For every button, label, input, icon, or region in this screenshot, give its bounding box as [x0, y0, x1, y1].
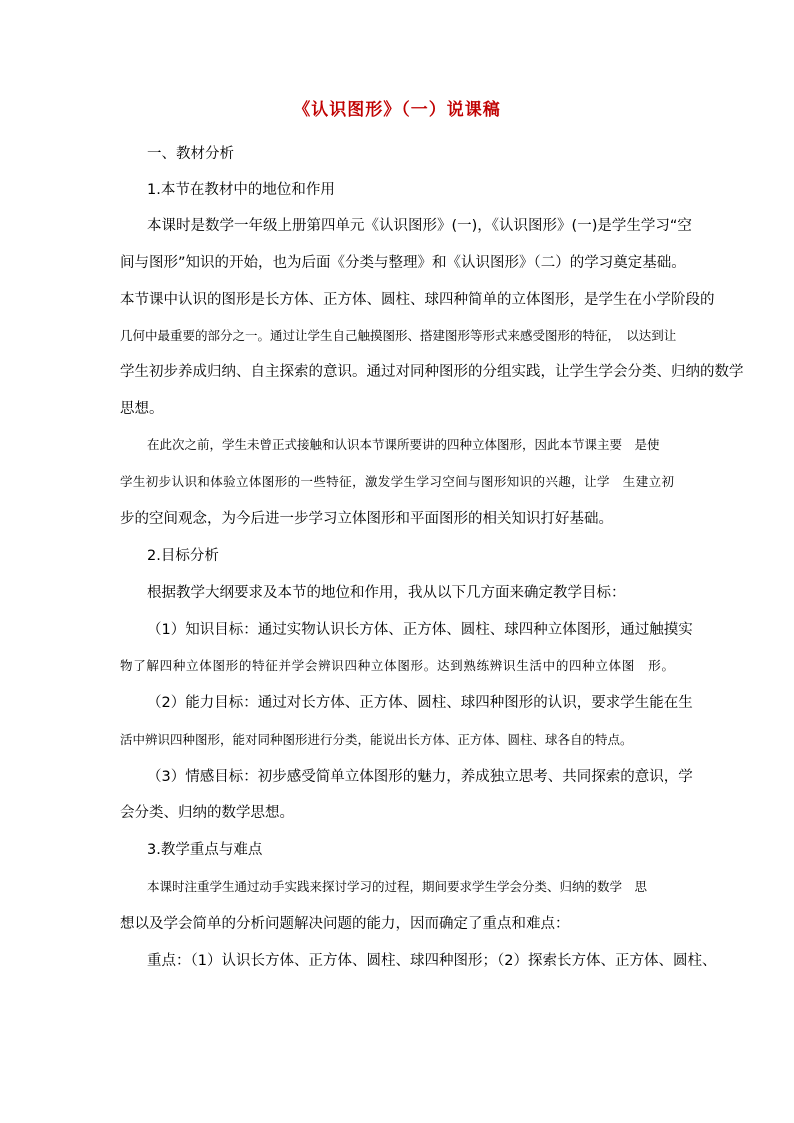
- subsection-heading-2: 2.目标分析: [147, 548, 219, 564]
- paragraph-line: 会分类、归纳的数学思想。: [120, 805, 294, 821]
- paragraph-line: 本课时注重学生通过动手实践来探讨学习的过程，期间要求学生学会分类、归纳的数学 思: [147, 879, 648, 894]
- paragraph-line: 重点：（1）认识长方体、正方体、圆柱、球四种图形；（2）探索长方体、正方体、圆柱、: [147, 953, 717, 969]
- paragraph-line: 本课时是数学一年级上册第四单元《认识图形》(一)，《认识图形》(一)是学生学习“空: [147, 218, 692, 234]
- paragraph-line: （2）能力目标：通过对长方体、正方体、圆柱、球四种图形的认识，要求学生能在生: [147, 695, 693, 711]
- section-heading-1: 一、教材分析: [147, 146, 234, 162]
- paragraph-line: 思想。: [120, 401, 164, 417]
- paragraph-line: 学生初步养成归纳、自主探索的意识。通过对同种图形的分组实践，让学生学会分类、归纳的数学: [120, 364, 744, 380]
- paragraph-line: 间与图形”知识的开始，也为后面《分类与整理》和《认识图形》（二）的学习奠定基础。: [120, 255, 686, 271]
- paragraph-line: （3）情感目标：初步感受简单立体图形的魅力，养成独立思考、共同探索的意识，学: [147, 769, 693, 785]
- paragraph-line: 几何中最重要的部分之一。通过让学生自己触摸图形、搭建图形等形式来感受图形的特征， 以达到让: [120, 328, 677, 343]
- paragraph-line: 本节课中认识的图形是长方体、正方体、圆柱、球四种简单的立体图形，是学生在小学阶段的: [120, 292, 715, 308]
- paragraph-line: （1）知识目标：通过实物认识长方体、正方体、圆柱、球四种立体图形，通过触摸实: [147, 622, 693, 638]
- paragraph-line: 活中辨识四种图形，能对同种图形进行分类，能说出长方体、正方体、圆柱、球各自的特点。: [120, 732, 633, 747]
- paragraph-line: 在此次之前，学生未曾正式接触和认识本节课所要讲的四种立体图形，因此本节课主要 是使: [147, 437, 660, 452]
- paragraph-line: 物了解四种立体图形的特征并学会辨识四种立体图形。达到熟练辨识生活中的四种立体图 形。: [120, 658, 674, 673]
- document-title: 《认识图形》（一）说课稿: [293, 100, 501, 120]
- paragraph-line: 步的空间观念，为今后进一步学习立体图形和平面图形的相关知识打好基础。: [120, 511, 613, 527]
- paragraph-line: 根据教学大纲要求及本节的地位和作用，我从以下几方面来确定教学目标：: [147, 585, 626, 601]
- subsection-heading-3: 3.教学重点与难点: [147, 842, 263, 858]
- subsection-heading-1: 1.本节在教材中的地位和作用: [147, 182, 335, 198]
- paragraph-line: 想以及学会简单的分析问题解决问题的能力，因而确定了重点和难点：: [120, 916, 570, 932]
- paragraph-line: 学生初步认识和体验立体图形的一些特征，激发学生学习空间与图形知识的兴趣，让学 生建立初: [120, 474, 674, 489]
